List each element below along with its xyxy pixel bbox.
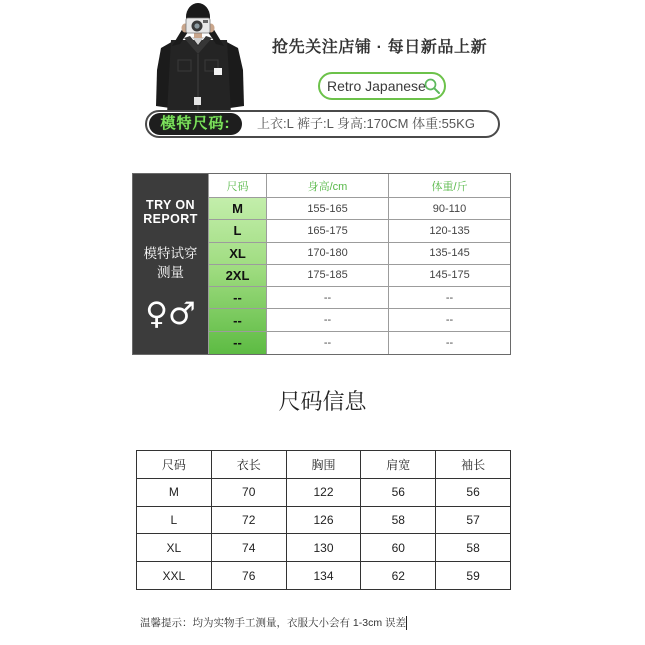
try-on-table — [208, 174, 510, 354]
column-header-height: 身高/cm — [266, 174, 388, 198]
shoulder-cell: 62 — [361, 562, 436, 590]
follow-store-slogan: 抢先关注店铺 · 每日新品上新 — [272, 39, 488, 56]
size-cell: XL — [137, 534, 212, 562]
gender-icon: ♀♂ — [145, 296, 196, 332]
weight-range-cell: 90-110 — [388, 198, 510, 220]
try-on-report — [132, 173, 511, 355]
model-photo — [150, 0, 250, 118]
size-cell: -- — [208, 309, 266, 331]
jacket — [156, 36, 244, 114]
try-on-subtitle-line-2: 测量 — [157, 265, 184, 280]
weight-range-cell: -- — [388, 287, 510, 309]
height-range-cell: -- — [266, 309, 388, 331]
size-cell: M — [208, 198, 266, 220]
column-header-sleeve: 袖长 — [436, 451, 511, 479]
size-cell: XXL — [137, 562, 212, 590]
chest-cell: 126 — [287, 507, 362, 535]
weight-range-cell: 145-175 — [388, 265, 510, 287]
length-cell: 72 — [212, 507, 287, 535]
column-header-weight: 体重/斤 — [388, 174, 510, 198]
try-on-subtitle-line-1: 模特试穿 — [143, 246, 198, 261]
model-size-bar — [145, 110, 500, 138]
size-cell: -- — [208, 332, 266, 354]
camera-viewfinder — [203, 20, 208, 23]
height-range-cell: 175-185 — [266, 265, 388, 287]
length-cell: 70 — [212, 479, 287, 507]
chest-label — [214, 68, 222, 75]
size-cell: -- — [208, 287, 266, 309]
search-icon — [423, 77, 441, 95]
column-header-chest: 胸围 — [287, 451, 362, 479]
size-cell: XL — [208, 243, 266, 265]
length-cell: 76 — [212, 562, 287, 590]
camera-icon — [186, 18, 210, 33]
text-cursor — [406, 616, 407, 630]
try-on-title-line-2: REPORT — [143, 212, 198, 226]
weight-range-cell: 120-135 — [388, 220, 510, 242]
height-range-cell: 155-165 — [266, 198, 388, 220]
search-icon-handle — [434, 88, 439, 93]
column-header-size: 尺码 — [208, 174, 266, 198]
sleeve-cell: 59 — [436, 562, 511, 590]
search-keyword: Retro Japanese — [327, 78, 426, 94]
column-header-size: 尺码 — [137, 451, 212, 479]
weight-range-cell: 135-145 — [388, 243, 510, 265]
size-cell: L — [208, 220, 266, 242]
weight-range-cell: -- — [388, 332, 510, 354]
size-info-title: 尺码信息 — [278, 389, 367, 414]
size-cell: M — [137, 479, 212, 507]
height-range-cell: -- — [266, 287, 388, 309]
camera-lens-glass — [194, 23, 199, 28]
weight-range-cell: -- — [388, 309, 510, 331]
size-cell: L — [137, 507, 212, 535]
shoulder-cell: 60 — [361, 534, 436, 562]
chest-cell: 134 — [287, 562, 362, 590]
chest-cell: 122 — [287, 479, 362, 507]
sleeve-cell: 57 — [436, 507, 511, 535]
measurement-tip: 温馨提示：均为实物手工测量，衣服大小会有 1-3cm 误差 — [140, 617, 407, 629]
height-range-cell: 165-175 — [266, 220, 388, 242]
height-range-cell: -- — [266, 332, 388, 354]
shoulder-cell: 56 — [361, 479, 436, 507]
column-header-shoulder: 肩宽 — [361, 451, 436, 479]
shoulder-cell: 58 — [361, 507, 436, 535]
hem-tag — [194, 97, 201, 105]
chest-cell: 130 — [287, 534, 362, 562]
sleeve-cell: 58 — [436, 534, 511, 562]
size-info-table — [136, 450, 511, 590]
sleeve-cell: 56 — [436, 479, 511, 507]
model-size-label: 模特尺码: — [149, 113, 242, 135]
model-size-info: 上衣:L 裤子:L 身高:170CM 体重:55KG — [257, 116, 475, 131]
column-header-length: 衣长 — [212, 451, 287, 479]
size-cell: 2XL — [208, 265, 266, 287]
height-range-cell: 170-180 — [266, 243, 388, 265]
try-on-title-line-1: TRY ON — [146, 198, 195, 212]
search-box[interactable] — [318, 72, 446, 100]
length-cell: 74 — [212, 534, 287, 562]
try-on-side-panel — [133, 174, 208, 354]
